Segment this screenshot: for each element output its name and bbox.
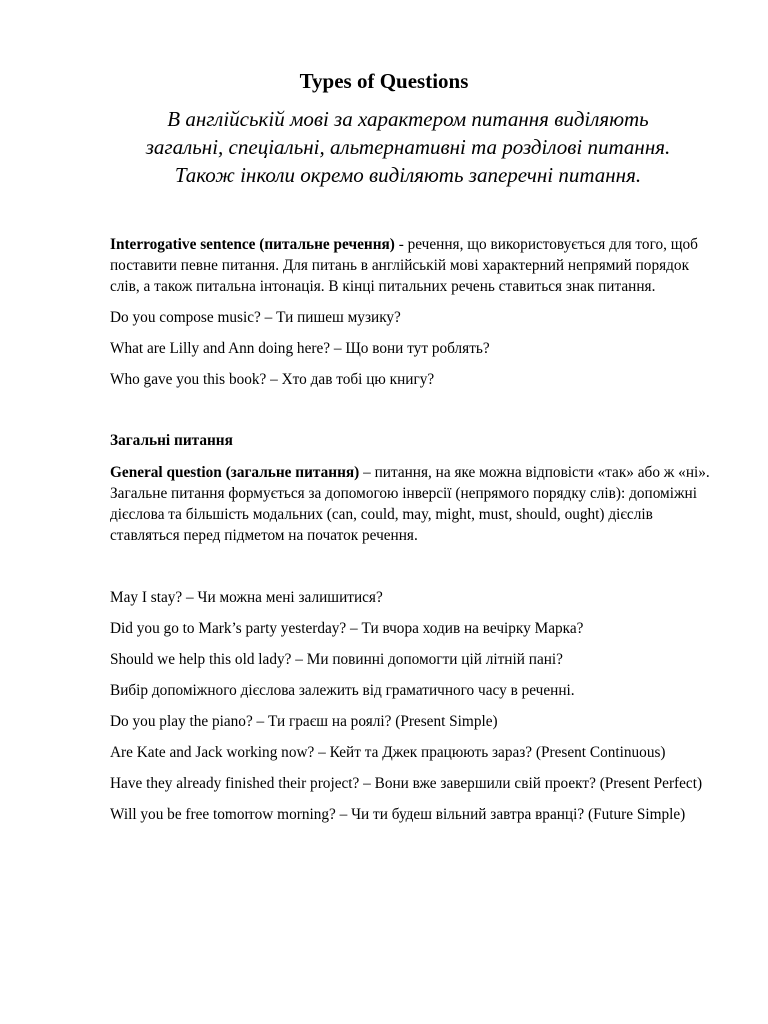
interrogative-definition xyxy=(110,234,710,297)
example-line: Who gave you this book? – Хто дав тобі цю книгу? xyxy=(110,371,435,388)
section-heading-text: Загальні питання xyxy=(110,432,233,449)
document-title: Types of Questions xyxy=(299,69,469,93)
example-line: Do you compose music? – Ти пишеш музику? xyxy=(110,309,401,326)
example-line: Do you play the piano? – Ти граєш на роялі? (Present Simple) xyxy=(110,713,498,730)
intro-line: Також інколи окремо виділяють заперечні питання. xyxy=(174,163,642,187)
general-definition xyxy=(110,462,710,546)
general-term: General question (загальне питання) xyxy=(110,464,360,481)
intro-paragraph xyxy=(100,105,716,189)
document-body xyxy=(110,234,710,825)
interrogative-text: - речення, що використовується для того, щоб поставити певне питання. Для питань в англійській мові характерний непрямий порядок слів, а також питальна інтонація. В кінці питальних речень ставиться знак питання. xyxy=(110,236,698,295)
example-line: Are Kate and Jack working now? – Кейт та Джек працюють зараз? (Present Continuous) xyxy=(110,744,666,761)
example-line: What are Lilly and Ann doing here? – Що вони тут роблять? xyxy=(110,340,490,357)
section-heading xyxy=(110,430,710,451)
intro-line: В англійській мові за характером питання виділяють xyxy=(167,107,649,131)
note-line: Вибір допоміжного дієслова залежить від граматичного часу в реченні. xyxy=(110,682,575,699)
example-line: Have they already finished their project? – Вони вже завершили свій проект? (Present Perfect) xyxy=(110,775,703,792)
example-line: May I stay? – Чи можна мені залишитися? xyxy=(110,589,383,606)
example-line: Should we help this old lady? – Ми повинні допомогти цій літній пані? xyxy=(110,651,563,668)
example-line: Will you be free tomorrow morning? – Чи ти будеш вільний завтра вранці? (Future Simple) xyxy=(110,806,686,823)
example-line: Did you go to Mark’s party yesterday? – Ти вчора ходив на вечірку Марка? xyxy=(110,620,584,637)
general-text: – питання, на яке можна відповісти «так» або ж «ні». Загальне питання формується за допомогою інверсії (непрямого порядку слів): допоміжні дієслова та більшість модальних (can, could, may, might, must, should, ought) дієслів ставляться перед підметом на початок речення. xyxy=(110,464,710,544)
interrogative-term: Interrogative sentence (питальне речення) xyxy=(110,236,395,253)
intro-line: загальні, спеціальні, альтернативні та розділові питання. xyxy=(145,135,671,159)
